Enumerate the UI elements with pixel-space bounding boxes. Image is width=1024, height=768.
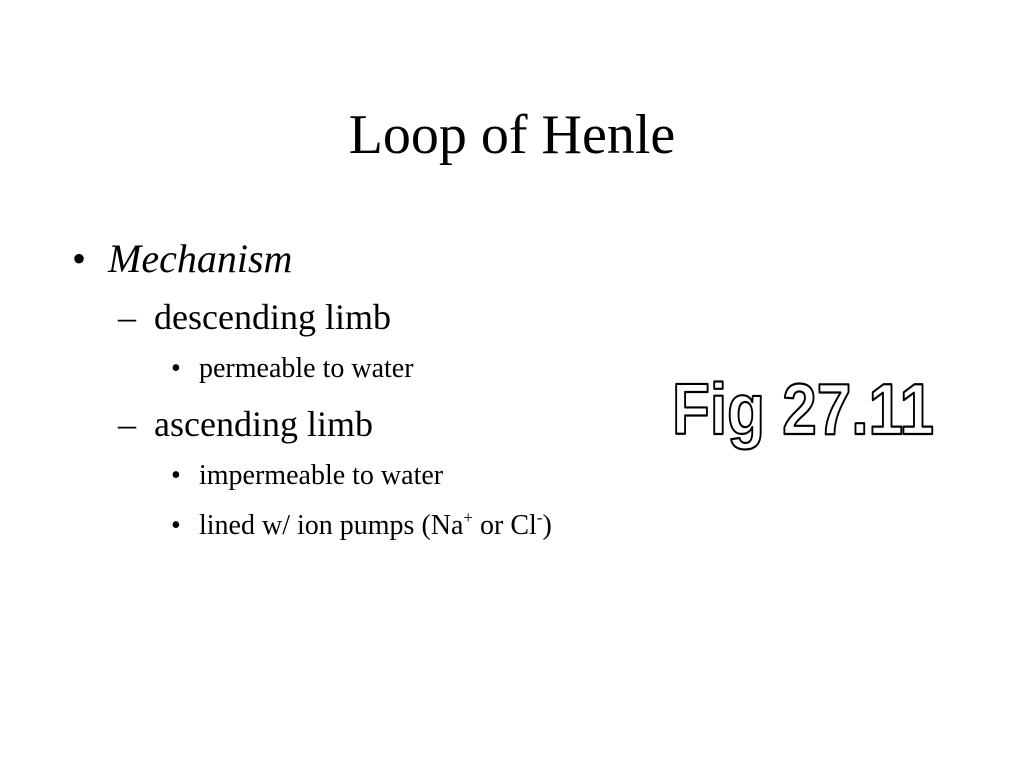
item-text: permeable to water — [199, 353, 414, 384]
superscript-minus: - — [536, 508, 543, 527]
item-text: impermeable to water — [199, 460, 444, 491]
subbullet-ascending-limb — [118, 403, 373, 445]
item-text-part: or Cl — [473, 510, 537, 541]
figure-reference-label — [668, 366, 948, 456]
bullet-mechanism — [72, 236, 292, 282]
figure-label-text: Fig 27.11 — [672, 370, 934, 450]
slide-title: Loop of Henle — [348, 104, 676, 166]
bullet-marker: • — [171, 353, 181, 384]
subbullet-text: descending limb — [154, 297, 391, 337]
bullet-marker: • — [171, 460, 181, 491]
item-impermeable-to-water — [171, 460, 443, 492]
bullet-marker: • — [72, 236, 87, 281]
item-text-part: ) — [542, 510, 552, 541]
bullet-text: Mechanism — [108, 236, 293, 281]
item-permeable-to-water — [171, 353, 414, 385]
subbullet-descending-limb — [118, 296, 391, 338]
item-text-part: lined w/ ion pumps (Na — [199, 510, 464, 541]
bullet-marker: • — [171, 510, 181, 541]
dash-marker: – — [118, 404, 136, 444]
dash-marker: – — [118, 297, 136, 337]
item-ion-pumps — [171, 510, 552, 545]
outlined-text-graphic — [668, 366, 948, 456]
subbullet-text: ascending limb — [154, 404, 373, 444]
superscript-plus: + — [463, 508, 474, 527]
